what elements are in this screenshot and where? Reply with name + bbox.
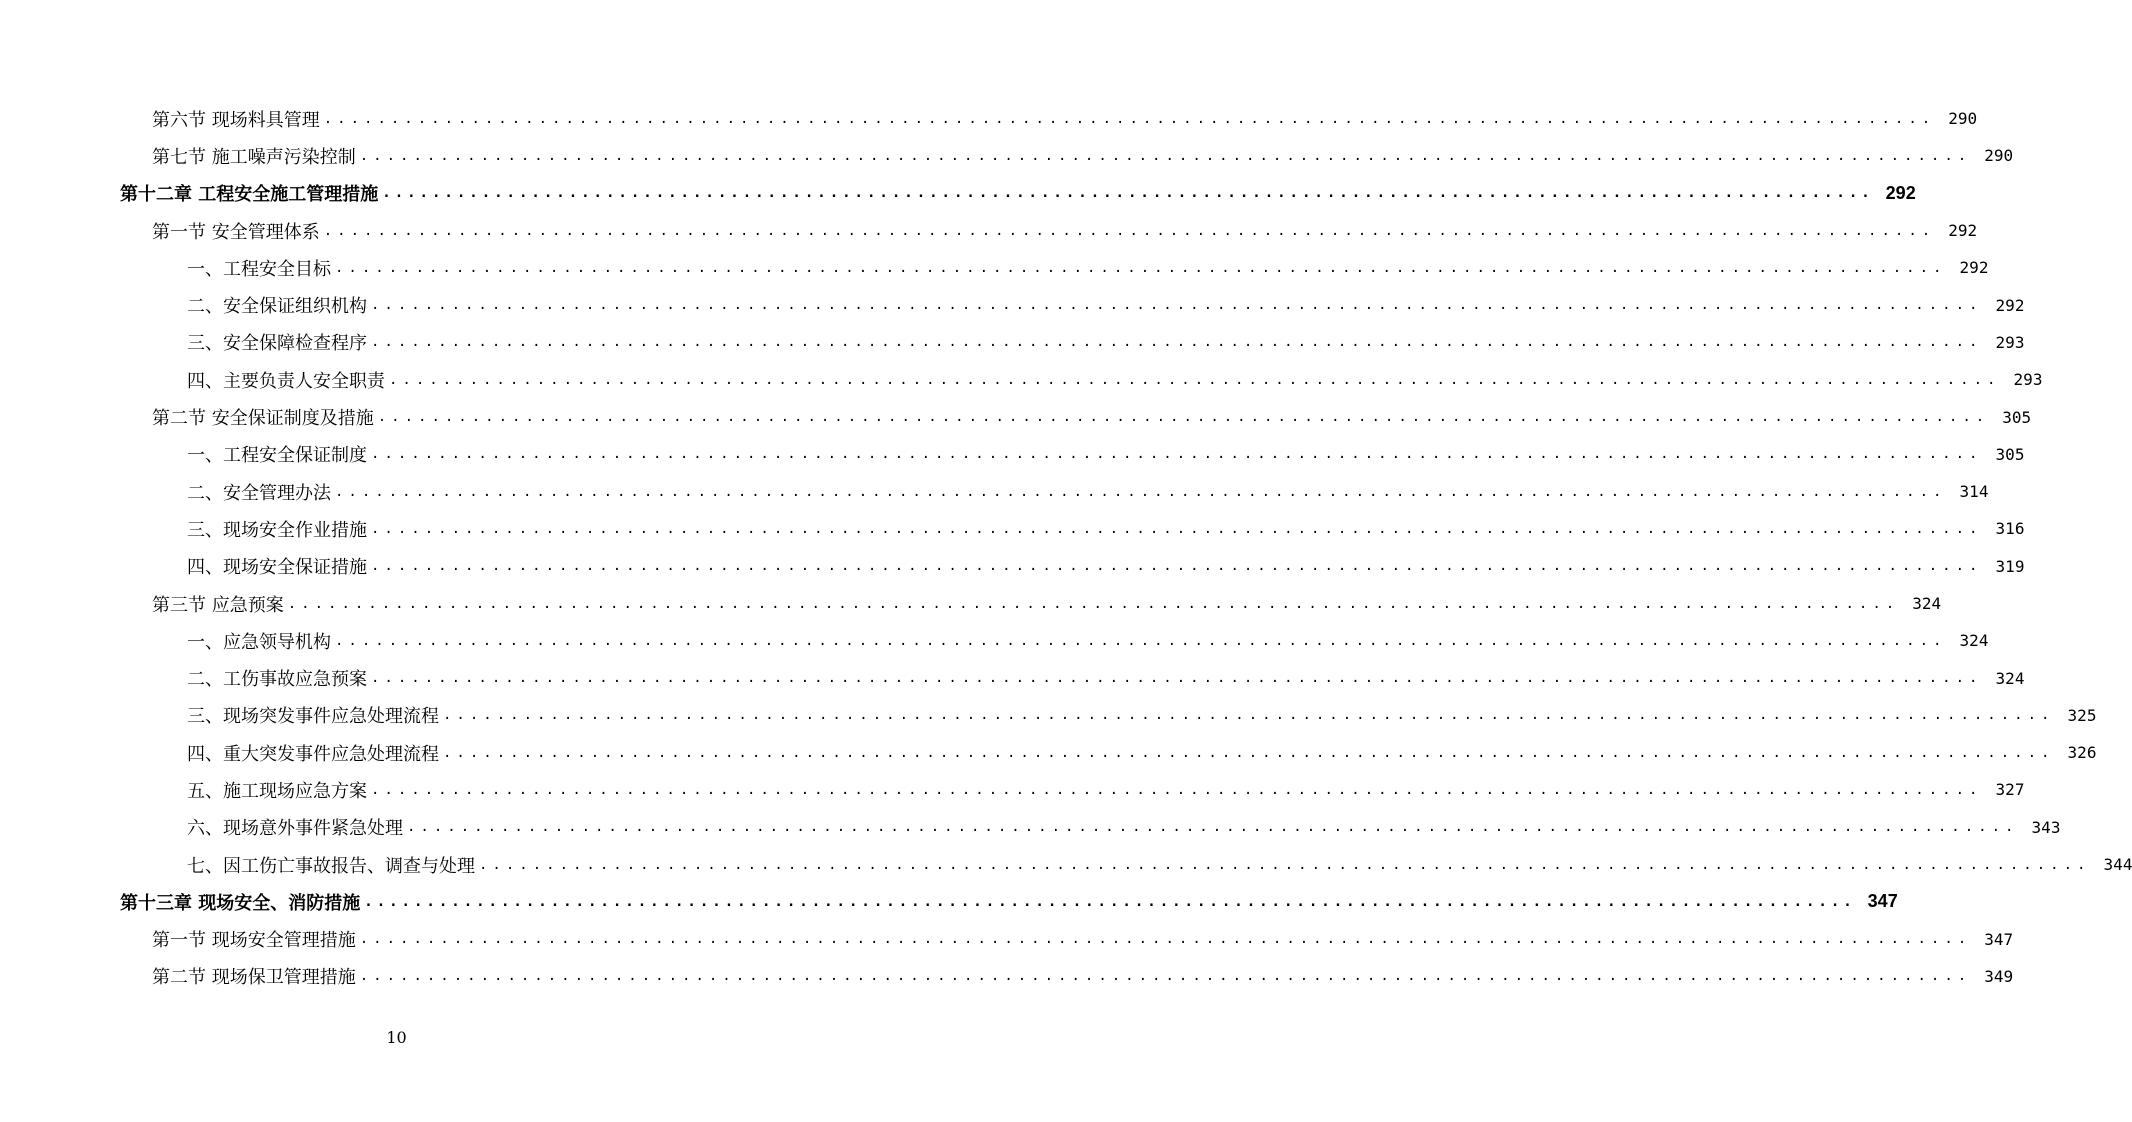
- toc-entry-title: 七、因工伤亡事故报告、调查与处理: [187, 852, 479, 878]
- dot-leader: ........................................................................................................................: [323, 110, 1936, 127]
- toc-entry-title: 三、现场安全作业措施: [187, 516, 371, 542]
- dot-leader: ........................................................................................................................: [371, 670, 1983, 687]
- toc-entry-title: 第一节 现场安全管理措施: [152, 926, 360, 952]
- toc-subsection-entry[interactable]: [0, 771, 2025, 808]
- toc-entry-title: 一、应急领导机构: [187, 628, 335, 654]
- toc-entry-title: 三、现场突发事件应急处理流程: [187, 702, 443, 728]
- dot-leader: ........................................................................................................................: [371, 446, 1983, 463]
- toc-section-entry[interactable]: [0, 212, 1978, 249]
- toc-chapter-entry[interactable]: [0, 175, 1916, 212]
- dot-leader: ........................................................................................................................: [407, 819, 2019, 836]
- dot-leader: ........................................................................................................................: [359, 931, 1972, 948]
- toc-entry-page: 292: [1959, 258, 1989, 278]
- toc-entry-title: 一、工程安全目标: [187, 255, 335, 281]
- toc-entry-page: 293: [1995, 332, 2025, 352]
- toc-entry-page: 347: [1984, 929, 2014, 949]
- toc-entry-page: 344: [2103, 855, 2132, 875]
- dot-leader: ........................................................................................................................: [287, 595, 1900, 612]
- toc-entry-page: 349: [1984, 966, 2014, 986]
- toc-entry-page: 324: [1912, 594, 1942, 613]
- dot-leader: ........................................................................................................................: [479, 856, 2091, 873]
- toc-subsection-entry[interactable]: [0, 622, 1989, 659]
- toc-subsection-entry[interactable]: [0, 286, 2025, 323]
- toc-subsection-entry[interactable]: [0, 361, 2043, 398]
- toc-entry-title: 二、工伤事故应急预案: [187, 665, 371, 691]
- toc-section-entry[interactable]: [0, 100, 1978, 137]
- dot-leader: ........................................................................................................................: [335, 259, 1947, 276]
- toc-section-entry[interactable]: [0, 585, 1942, 622]
- dot-leader: ........................................................................................................................: [389, 371, 2001, 388]
- dot-leader: ........................................................................................................................: [443, 744, 2055, 761]
- toc-subsection-entry[interactable]: [0, 510, 2025, 547]
- table-of-contents: [0, 100, 2132, 995]
- dot-leader: ........................................................................................................................: [364, 893, 1856, 910]
- toc-chapter-entry[interactable]: [0, 883, 1898, 920]
- toc-entry-page: 327: [1995, 780, 2025, 800]
- toc-entry-page: 293: [2013, 370, 2043, 390]
- dot-leader: ........................................................................................................................: [359, 968, 1972, 985]
- toc-subsection-entry[interactable]: [0, 734, 2097, 771]
- toc-entry-page: 343: [2031, 817, 2061, 837]
- toc-section-entry[interactable]: [0, 137, 2014, 174]
- toc-entry-page: 324: [1959, 631, 1989, 651]
- toc-entry-page: 326: [2067, 743, 2097, 763]
- toc-subsection-entry[interactable]: [0, 324, 2025, 361]
- toc-entry-title: 四、现场安全保证措施: [187, 553, 371, 579]
- dot-leader: ........................................................................................................................: [371, 520, 1983, 537]
- toc-subsection-entry[interactable]: [0, 249, 1989, 286]
- toc-entry-title: 第十二章 工程安全施工管理措施: [120, 180, 382, 206]
- toc-subsection-entry[interactable]: [0, 436, 2025, 473]
- dot-leader: ........................................................................................................................: [371, 334, 1983, 351]
- toc-entry-title: 第三节 应急预案: [152, 591, 288, 617]
- toc-entry-page: 324: [1995, 668, 2025, 688]
- dot-leader: ........................................................................................................................: [359, 147, 1972, 164]
- toc-entry-title: 三、安全保障检查程序: [187, 329, 371, 355]
- toc-entry-title: 二、安全保证组织机构: [187, 292, 371, 318]
- toc-section-entry[interactable]: [0, 958, 2014, 995]
- toc-entry-page: 347: [1867, 891, 1898, 912]
- toc-entry-title: 第十三章 现场安全、消防措施: [120, 889, 364, 915]
- dot-leader: ........................................................................................................................: [377, 409, 1990, 426]
- toc-entry-page: 325: [2067, 705, 2097, 725]
- toc-entry-page: 292: [1885, 182, 1916, 203]
- toc-entry-page: 305: [1995, 444, 2025, 464]
- toc-subsection-entry[interactable]: [0, 809, 2061, 846]
- toc-subsection-entry[interactable]: [0, 846, 2132, 883]
- dot-leader: ........................................................................................................................: [371, 297, 1983, 314]
- toc-entry-title: 四、重大突发事件应急处理流程: [187, 740, 443, 766]
- toc-subsection-entry[interactable]: [0, 697, 2097, 734]
- toc-entry-page: 292: [1948, 221, 1978, 241]
- toc-entry-page: 314: [1959, 482, 1989, 502]
- toc-section-entry[interactable]: [0, 921, 2014, 958]
- dot-leader: ........................................................................................................................: [371, 558, 1983, 575]
- toc-entry-page: 316: [1995, 519, 2025, 539]
- toc-entry-page: 292: [1995, 295, 2025, 315]
- toc-entry-title: 六、现场意外事件紧急处理: [187, 814, 407, 840]
- toc-entry-title: 第一节 安全管理体系: [152, 218, 324, 244]
- dot-leader: ........................................................................................................................: [335, 483, 1947, 500]
- toc-subsection-entry[interactable]: [0, 659, 2025, 696]
- toc-entry-title: 第六节 现场料具管理: [152, 106, 324, 132]
- toc-entry-title: 第二节 现场保卫管理措施: [152, 963, 360, 989]
- toc-subsection-entry[interactable]: [0, 548, 2025, 585]
- toc-entry-title: 四、主要负责人安全职责: [187, 367, 389, 393]
- toc-entry-page: 319: [1995, 556, 2025, 576]
- dot-leader: ........................................................................................................................: [382, 185, 1874, 202]
- dot-leader: ........................................................................................................................: [323, 222, 1936, 239]
- toc-entry-title: 第二节 安全保证制度及措施: [152, 404, 378, 430]
- toc-section-entry[interactable]: [0, 398, 2032, 435]
- toc-entry-title: 一、工程安全保证制度: [187, 441, 371, 467]
- toc-entry-page: 305: [2002, 407, 2032, 427]
- toc-entry-page: 290: [1948, 109, 1978, 129]
- dot-leader: ........................................................................................................................: [335, 632, 1947, 649]
- dot-leader: ........................................................................................................................: [443, 707, 2055, 724]
- toc-entry-title: 二、安全管理办法: [187, 479, 335, 505]
- dot-leader: ........................................................................................................................: [371, 781, 1983, 798]
- toc-entry-title: 五、施工现场应急方案: [187, 777, 371, 803]
- toc-entry-page: 290: [1984, 146, 2014, 166]
- toc-entry-title: 第七节 施工噪声污染控制: [152, 143, 360, 169]
- toc-subsection-entry[interactable]: [0, 473, 1989, 510]
- page-number: 10: [386, 1028, 407, 1047]
